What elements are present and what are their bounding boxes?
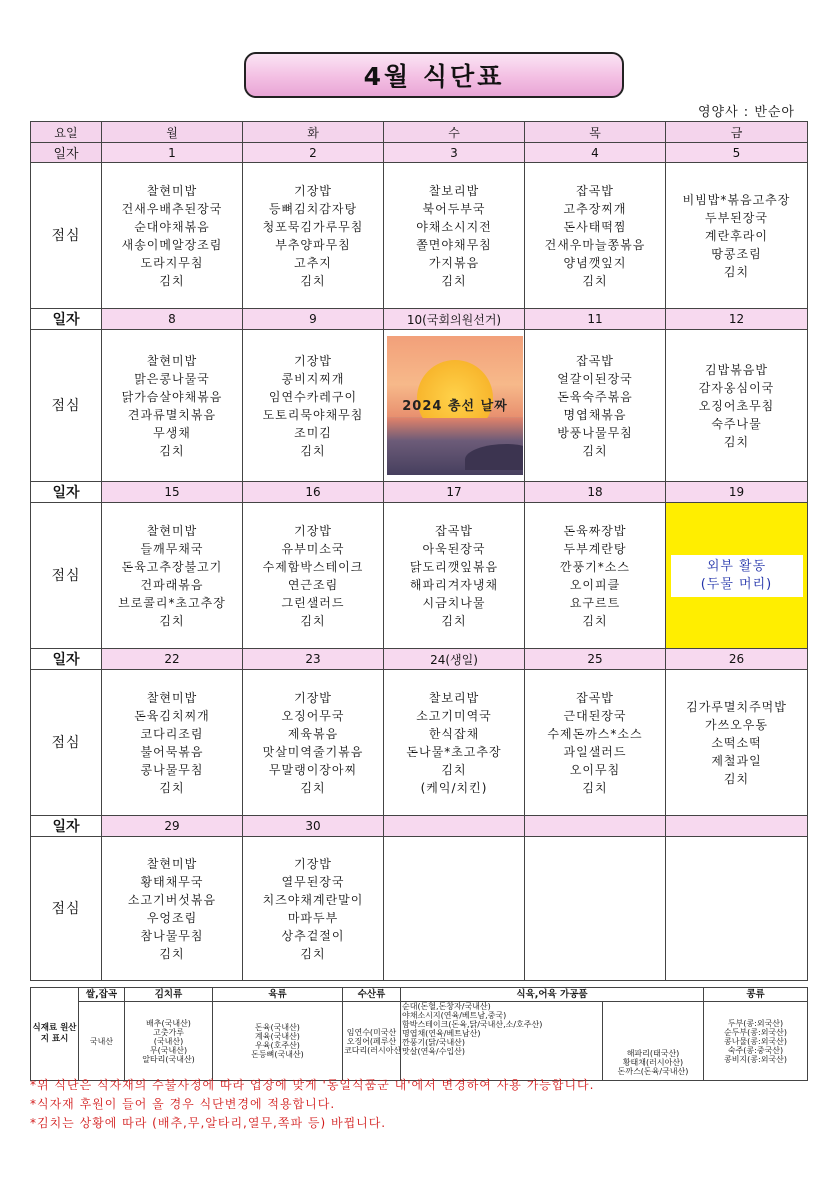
date-cell: 11 (525, 309, 666, 330)
menu-item: 김치 (723, 434, 750, 449)
menu-item: 김치 (300, 946, 326, 961)
menu-item: 순대야채볶음 (134, 219, 210, 234)
election-image-caption: 2024 총선 날짜 (402, 399, 508, 414)
menu-item: 기장밥 (294, 183, 332, 198)
note-line: *김치는 상황에 따라 (배추,무,알타리,열무,쪽파 등) 바뀝니다. (30, 1116, 387, 1130)
menu-item: 건새우마늘쫑볶음 (544, 237, 646, 252)
lunch-label: 점심 (31, 670, 102, 816)
menu-item: 오징어무국 (281, 708, 345, 723)
menu-item: 찰현미밥 (146, 523, 198, 538)
menu-item: 김가루멸치주먹밥 (686, 699, 787, 714)
menu-item: 김치 (300, 273, 326, 288)
date-cell: 23 (243, 649, 384, 670)
menu-item: 잡곡밥 (576, 353, 614, 368)
origin-table (30, 987, 808, 1081)
menu-item: 수제돈까스*소스 (547, 726, 643, 741)
date-label: 일자 (31, 309, 102, 330)
menu-item: 김치 (159, 946, 185, 961)
menu-item: 김치 (300, 443, 326, 458)
menu-item: 찰보리밥 (428, 690, 480, 705)
menu-item: 닭도리깻잎볶음 (409, 559, 499, 574)
menu-item: 쫄면야채무침 (416, 237, 492, 252)
menu-item: 열무된장국 (281, 874, 345, 889)
special-activity-place: (두물 머리) (700, 576, 773, 592)
date-row (31, 482, 808, 503)
origin-beans (704, 1002, 808, 1081)
menu-item: 깐풍기*소스 (560, 559, 630, 574)
date-cell: 17 (384, 482, 525, 503)
menu-item: 양념깻잎지 (563, 255, 627, 270)
menu-item: 제육볶음 (287, 726, 339, 741)
menu-item: 찰현미밥 (146, 353, 198, 368)
menu-item: 소고기버섯볶음 (127, 892, 217, 907)
menu-item: 찰현미밥 (146, 856, 198, 871)
lunch-label: 점심 (31, 837, 102, 981)
origin-meat-item: 돈육(국내산) (255, 1023, 300, 1032)
origin-beans-item: 순두부(콩:외국산) (723, 1027, 788, 1037)
origin-header-beans: 콩류 (704, 988, 808, 1002)
menu-item: 김치 (582, 443, 608, 458)
menu-item: 도토리묵야채무침 (262, 407, 364, 422)
menu-cell (666, 837, 808, 981)
menu-item: 두부계란탕 (563, 541, 627, 556)
origin-kimchi-item: (국내산) (153, 1036, 184, 1046)
menu-item: 불어묵볶음 (140, 744, 204, 759)
origin-beans-item: 두부(콩:외국산) (727, 1018, 784, 1028)
menu-item: 찰보리밥 (428, 183, 480, 198)
menu-cell (243, 837, 384, 981)
date-cell: 25 (525, 649, 666, 670)
menu-item: 코다리조림 (140, 726, 204, 741)
menu-cell (525, 503, 666, 649)
date-cell: 1 (102, 143, 243, 163)
date-label: 일자 (31, 816, 102, 837)
menu-item: 돈나물*초고추장 (406, 744, 502, 759)
menu-item: 그린샐러드 (281, 595, 345, 610)
date-cell: 3 (384, 143, 525, 163)
origin-meat (213, 1002, 343, 1081)
date-label: 일자 (31, 482, 102, 503)
origin-header-rice: 쌀,잡곡 (79, 988, 125, 1002)
date-cell: 22 (102, 649, 243, 670)
note-line: *식자재 후원이 들어 올 경우 식단변경에 적용합니다. (30, 1097, 336, 1111)
page-title: 4월 식단표 (363, 62, 505, 91)
menu-item: 김치 (441, 762, 467, 777)
menu-item: 근대된장국 (563, 708, 627, 723)
origin-header-seafood: 수산류 (343, 988, 401, 1002)
origin-kimchi-item: 알타리(국내산) (142, 1054, 195, 1064)
origin-meat-item: 계육(국내산) (255, 1032, 300, 1041)
day-mon: 월 (102, 122, 243, 143)
date-cell: 9 (243, 309, 384, 330)
menu-item: 김치 (723, 771, 750, 786)
date-cell: 18 (525, 482, 666, 503)
menu-item: 제철과일 (711, 753, 762, 768)
origin-processed-item: 황태채(러시아산) (622, 1058, 684, 1067)
origin-kimchi-item: 무(국내산) (149, 1045, 188, 1055)
origin-processed-item: 순대(돈혈,돈창자/국내산) (402, 1002, 491, 1011)
menu-cell (525, 330, 666, 482)
menu-item: 김밥볶음밥 (705, 362, 768, 377)
note-line: *위 식단은 식자재의 수불사정에 따라 업장에 맞게 '동일식품군 내'에서 변경하여 사용 가능합니다. (30, 1078, 595, 1092)
origin-seafood-item: 임연수(미국산 (346, 1027, 397, 1037)
menu-item: 돈사태떡찜 (563, 219, 627, 234)
origin-header-kimchi: 김치류 (125, 988, 213, 1002)
date-row (31, 816, 808, 837)
menu-item: 콩비지찌개 (281, 371, 345, 386)
menu-cell (243, 163, 384, 309)
origin-processed-item: 돈까스(돈육/국내산) (617, 1067, 689, 1076)
origin-seafood-item: 코다리(러시아산 (344, 1045, 402, 1055)
menu-item: 맛살미역줄기볶음 (262, 744, 364, 759)
title-banner (244, 52, 624, 98)
menu-row (31, 670, 808, 816)
origin-body-row (31, 1002, 808, 1081)
origin-header-row (31, 988, 808, 1002)
origin-kimchi-item: 배추(국내산) (146, 1018, 191, 1028)
menu-item: 찰현미밥 (146, 690, 198, 705)
date-cell: 10(국회의원선거) (384, 309, 525, 330)
origin-processed-left (401, 1002, 603, 1081)
menu-item: 가쓰오우동 (705, 717, 768, 732)
origin-header-processed: 식육,어육 가공품 (401, 988, 704, 1002)
menu-item: 기장밥 (294, 856, 332, 871)
menu-item: 임연수카레구이 (268, 389, 358, 404)
menu-item: 새송이메알장조림 (121, 237, 223, 252)
menu-item: 김치 (159, 613, 185, 628)
menu-item: 견과류멸치볶음 (127, 407, 217, 422)
menu-item: 연근조림 (287, 577, 339, 592)
day-label: 요일 (31, 122, 102, 143)
menu-item: 우엉조림 (146, 910, 198, 925)
menu-item: 황태채무국 (140, 874, 204, 889)
menu-item: 오이무침 (569, 762, 621, 777)
origin-beans-item: 숙주(콩:중국산) (727, 1045, 784, 1055)
origin-side-label: 식재료 원산지 표시 (31, 988, 79, 1081)
menu-cell (525, 163, 666, 309)
date-cell: 26 (666, 649, 808, 670)
menu-item: 계란후라이 (705, 228, 768, 243)
menu-item: 과일샐러드 (563, 744, 627, 759)
menu-item: 김치 (441, 273, 467, 288)
menu-item: 김치 (441, 613, 467, 628)
menu-item: 잡곡밥 (435, 523, 473, 538)
menu-item: 잡곡밥 (576, 183, 614, 198)
date-cell (384, 816, 525, 837)
date-label: 일자 (31, 143, 102, 163)
date-cell: 24(생일) (384, 649, 525, 670)
menu-cell (384, 503, 525, 649)
day-fri: 금 (666, 122, 808, 143)
menu-row (31, 503, 808, 649)
menu-row (31, 163, 808, 309)
menu-cell (102, 503, 243, 649)
menu-item: 얼갈이된장국 (557, 371, 633, 386)
menu-item: 건파래볶음 (140, 577, 204, 592)
date-cell: 30 (243, 816, 384, 837)
menu-item: 등뼈김치감자탕 (268, 201, 358, 216)
menu-item: 김치 (159, 273, 185, 288)
menu-item: 무말랭이장아찌 (268, 762, 358, 777)
menu-item: 비빔밥*볶음고추장 (682, 192, 791, 207)
special-activity-box (671, 555, 803, 597)
menu-item: 고추지 (294, 255, 332, 270)
menu-item: 김치 (582, 273, 608, 288)
menu-item: 돈육숙주볶음 (557, 389, 633, 404)
day-thu: 목 (525, 122, 666, 143)
menu-item: 김치 (300, 780, 326, 795)
menu-item: 브로콜리*초고추장 (118, 595, 226, 610)
date-label: 일자 (31, 649, 102, 670)
origin-kimchi-item: 고춧가루 (153, 1027, 184, 1037)
origin-processed-item: 해파리(태국산) (626, 1049, 680, 1058)
menu-item: 돈육짜장밥 (563, 523, 627, 538)
menu-item: 치즈야채계란말이 (262, 892, 364, 907)
menu-cell (666, 330, 808, 482)
menu-item: 김치 (159, 443, 185, 458)
origin-processed-item: 깐풍기(닭/국내산) (402, 1038, 466, 1047)
menu-item: 부추양파무침 (275, 237, 351, 252)
menu-cell (384, 837, 525, 981)
menu-cell (102, 163, 243, 309)
menu-item: 김치 (159, 780, 185, 795)
menu-item: 기장밥 (294, 353, 332, 368)
date-row (31, 649, 808, 670)
menu-cell (666, 163, 808, 309)
date-cell: 4 (525, 143, 666, 163)
origin-seafood (343, 1002, 401, 1081)
lunch-label: 점심 (31, 163, 102, 309)
lunch-label: 점심 (31, 330, 102, 482)
menu-item: 소떡소떡 (711, 735, 762, 750)
menu-cell (384, 670, 525, 816)
menu-item: 돈육김치찌개 (134, 708, 210, 723)
menu-item: 콩나물무침 (140, 762, 204, 777)
menu-item: 들깨무채국 (140, 541, 204, 556)
menu-item: 도라지무침 (140, 255, 204, 270)
menu-cell (525, 670, 666, 816)
origin-processed-item: 함박스테이크(돈육,닭/국내산,소/호주산) (402, 1020, 543, 1029)
lunch-label: 점심 (31, 503, 102, 649)
special-activity-cell (666, 503, 808, 649)
dietitian-label: 영양사 : 반순아 (698, 105, 795, 120)
date-cell: 15 (102, 482, 243, 503)
menu-item: 시금치나물 (422, 595, 486, 610)
menu-item: 마파두부 (287, 910, 339, 925)
menu-cell (102, 330, 243, 482)
menu-item: 유부미소국 (281, 541, 345, 556)
menu-item: 상추겉절이 (281, 928, 345, 943)
menu-cell (102, 837, 243, 981)
date-cell (666, 816, 808, 837)
menu-item: 소고기미역국 (416, 708, 492, 723)
menu-item: 한식잡채 (428, 726, 480, 741)
date-cell: 5 (666, 143, 808, 163)
date-row (31, 143, 808, 163)
weekday-header-row (31, 122, 808, 143)
menu-item: 맑은콩나물국 (134, 371, 210, 386)
menu-item: 김치 (723, 264, 750, 279)
menu-item: 기장밥 (294, 523, 332, 538)
date-cell (525, 816, 666, 837)
menu-item: 건새우배추된장국 (121, 201, 223, 216)
origin-meat-item: 우육(호주산) (255, 1041, 300, 1050)
menu-cell (102, 670, 243, 816)
menu-item: 기장밥 (294, 690, 332, 705)
origin-processed-right (603, 1002, 704, 1081)
menu-item: 고추장찌개 (563, 201, 627, 216)
origin-processed-item: 야채소시지(연육/베트남,중국) (402, 1011, 507, 1020)
menu-item: 요구르트 (569, 595, 621, 610)
date-cell: 16 (243, 482, 384, 503)
special-activity-title: 외부 활동 (706, 558, 767, 574)
day-wed: 수 (384, 122, 525, 143)
menu-item: 아욱된장국 (422, 541, 486, 556)
menu-item: 두부된장국 (705, 210, 768, 225)
menu-row (31, 837, 808, 981)
menu-cell (384, 163, 525, 309)
origin-beans-item: 콩나물(콩:외국산) (723, 1036, 788, 1046)
menu-item: 오이피클 (569, 577, 621, 592)
origin-header-meat: 육류 (213, 988, 343, 1002)
menu-item: 오징어초무침 (698, 398, 775, 413)
menu-item: 조미김 (294, 425, 332, 440)
menu-item: 김치 (300, 613, 326, 628)
origin-meat-item: 돈등뼈(국내산) (251, 1050, 304, 1059)
menu-cell (243, 503, 384, 649)
menu-item: 야채소시지전 (416, 219, 492, 234)
menu-item: 땅콩조림 (711, 246, 762, 261)
menu-item: 무생채 (153, 425, 191, 440)
election-image (387, 336, 523, 475)
menu-item: 감자옹심이국 (698, 380, 775, 395)
day-tue: 화 (243, 122, 384, 143)
menu-item: 김치 (582, 780, 608, 795)
menu-item: 명엽채볶음 (563, 407, 627, 422)
menu-item: 김치 (582, 613, 608, 628)
date-cell: 2 (243, 143, 384, 163)
menu-row (31, 330, 808, 482)
menu-item: 닭가슴살야채볶음 (121, 389, 223, 404)
origin-kimchi (125, 1002, 213, 1081)
origin-beans-item: 콩비지(콩:외국산) (723, 1054, 788, 1064)
menu-item: 숙주나물 (711, 416, 762, 431)
menu-item: 해파리겨자냉채 (409, 577, 499, 592)
menu-item: 참나물무침 (140, 928, 204, 943)
menu-table (30, 121, 808, 981)
election-image-cell (384, 330, 525, 482)
origin-rice: 국내산 (79, 1002, 125, 1081)
origin-seafood-item: 오징어(페루산 (346, 1036, 397, 1046)
menu-item: 북어두부국 (422, 201, 486, 216)
date-cell: 8 (102, 309, 243, 330)
date-cell: 29 (102, 816, 243, 837)
date-cell: 12 (666, 309, 808, 330)
origin-processed-item: 명엽채(연육/베트남산) (402, 1029, 481, 1038)
menu-cell (525, 837, 666, 981)
menu-cell (666, 670, 808, 816)
menu-cell (243, 670, 384, 816)
menu-cell (243, 330, 384, 482)
menu-item: 찰현미밥 (146, 183, 198, 198)
menu-item: 수제함박스테이크 (262, 559, 364, 574)
date-cell: 19 (666, 482, 808, 503)
origin-processed-item: 맛살(연육/수입산) (402, 1047, 466, 1056)
menu-item: 청포묵김가루무침 (262, 219, 364, 234)
date-row (31, 309, 808, 330)
menu-item: 방풍나물무침 (557, 425, 633, 440)
menu-item: 돈육고추장불고기 (121, 559, 223, 574)
menu-item: 잡곡밥 (576, 690, 614, 705)
menu-item: 가지볶음 (428, 255, 480, 270)
notes (30, 1076, 594, 1133)
menu-item: (케익/치킨) (420, 780, 488, 795)
